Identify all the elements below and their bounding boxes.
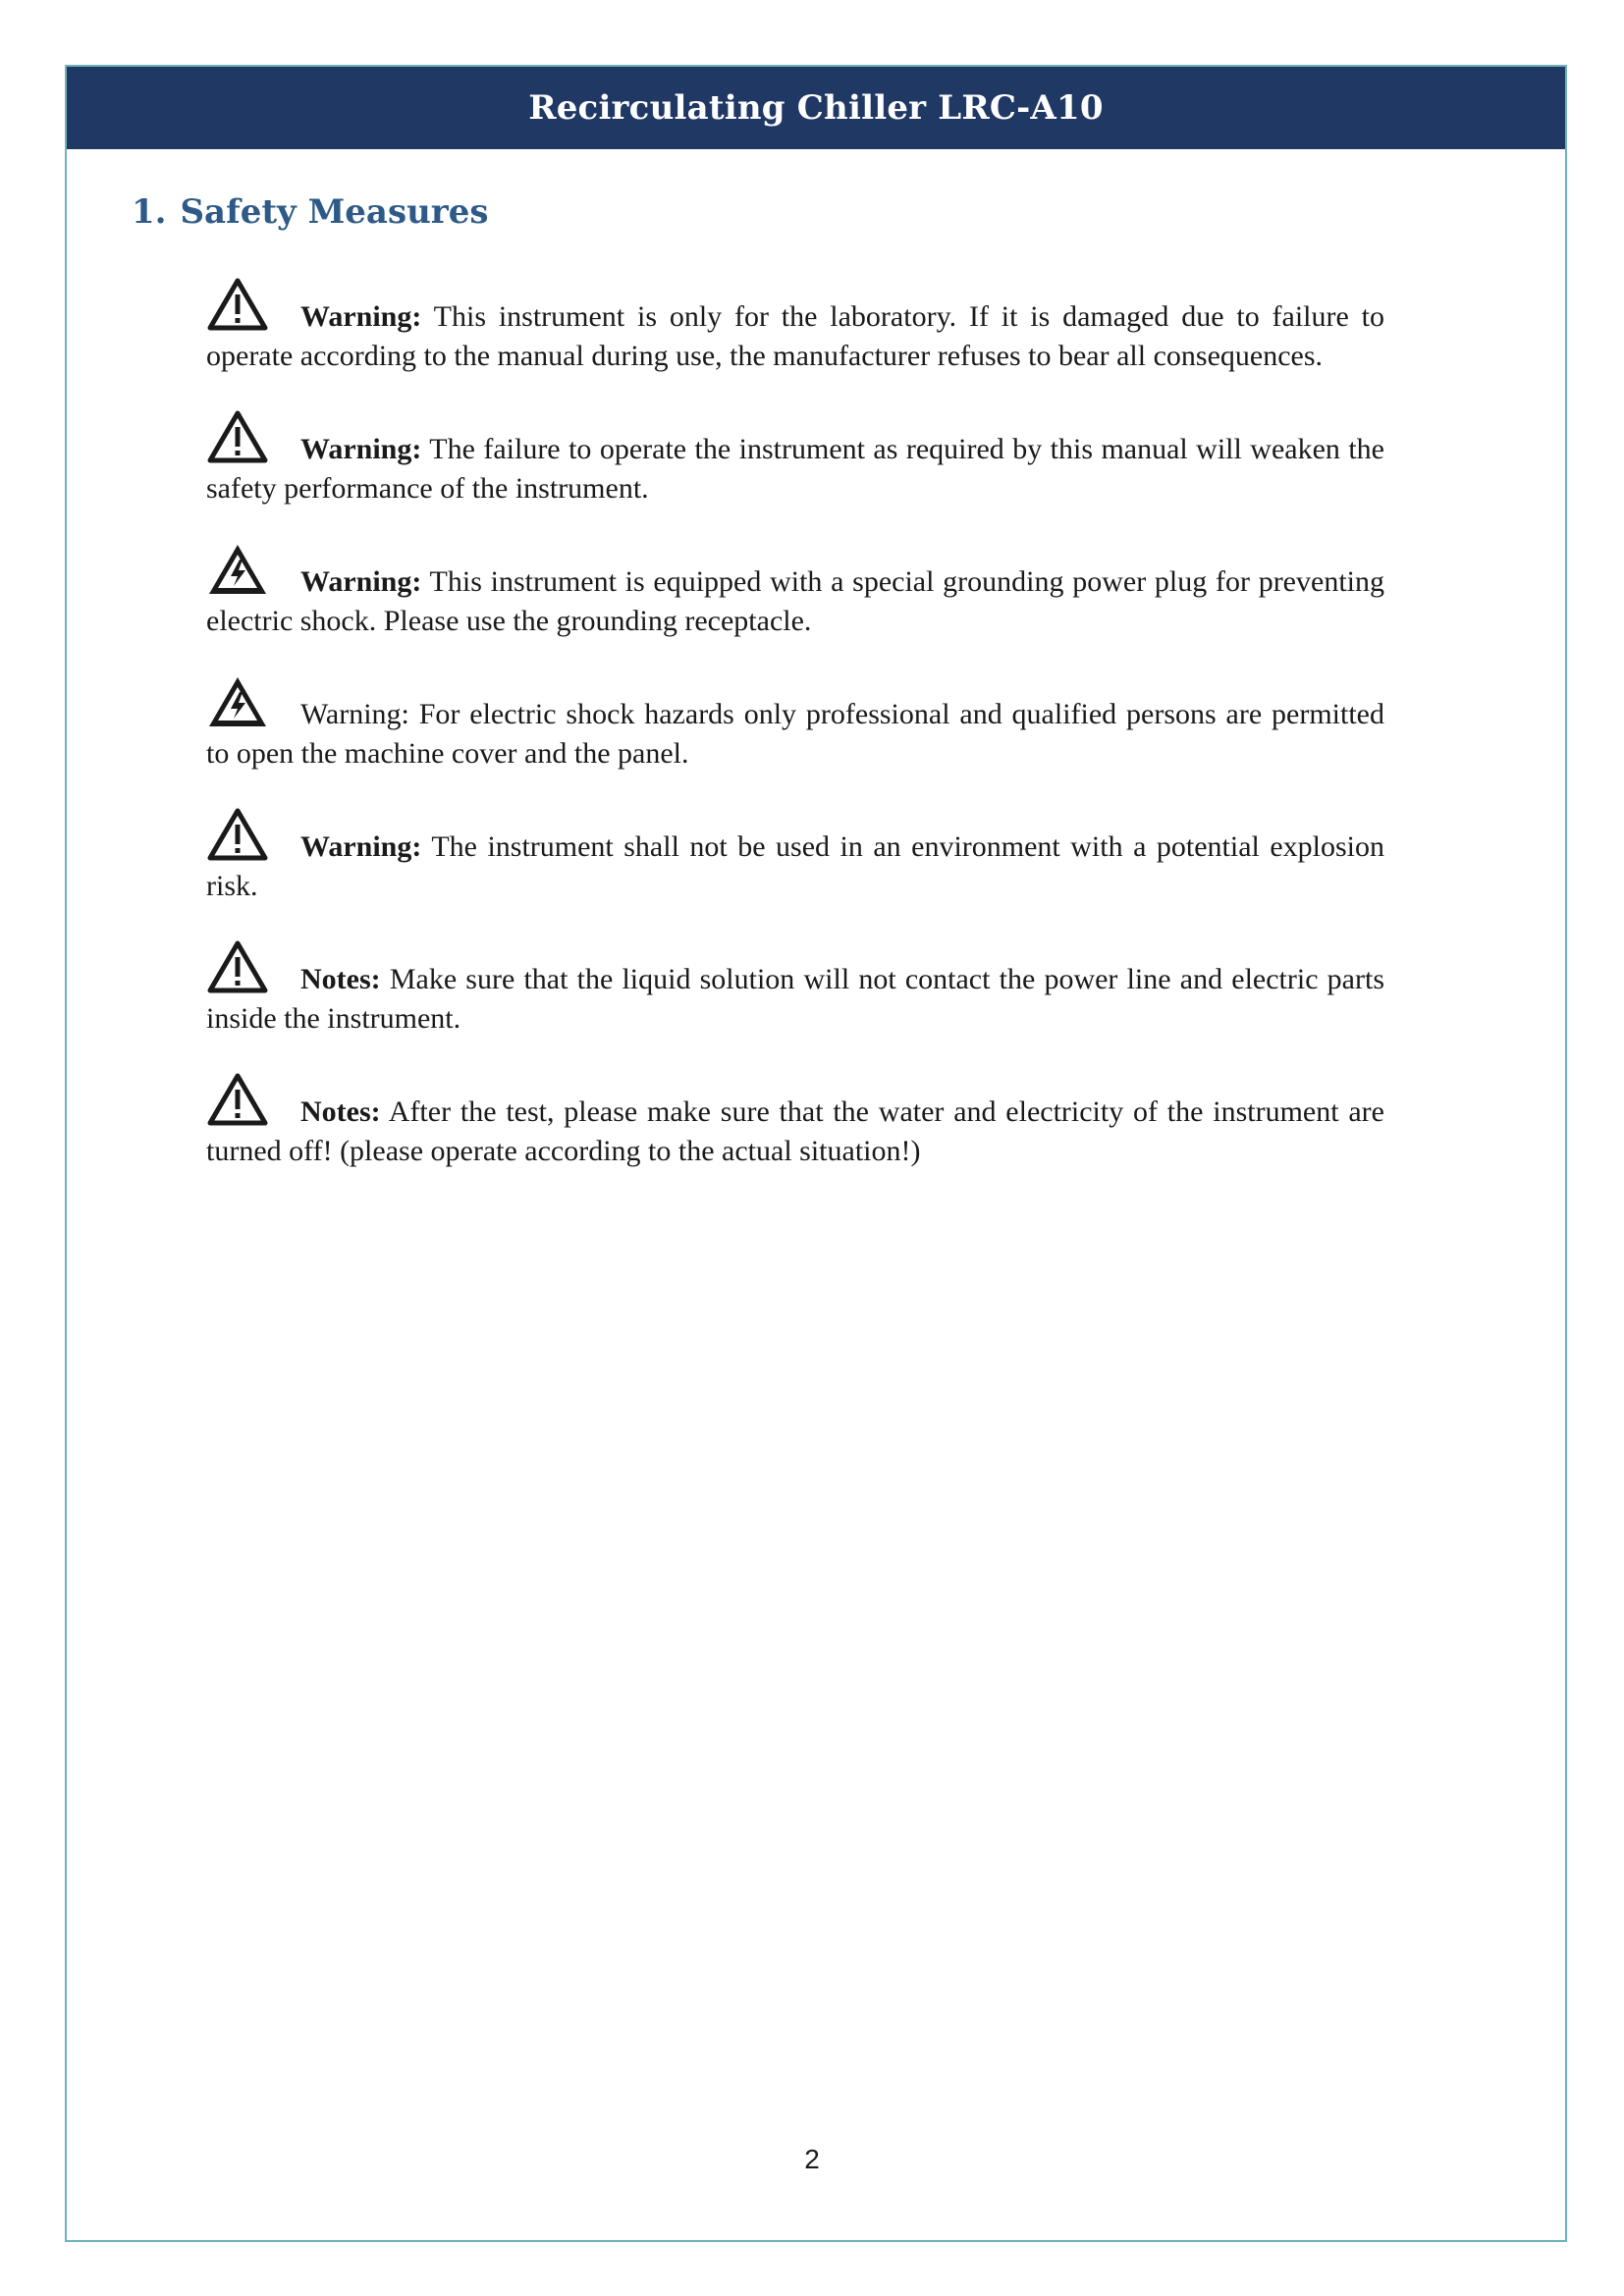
electric-hazard-icon (206, 542, 269, 597)
note-text: The failure to operate the instrument as required by this manual will weaken the safety performance of the instrument. (206, 433, 1384, 505)
note-label: Notes: (300, 1095, 381, 1128)
safety-note (206, 807, 1384, 906)
note-text: For electric shock hazards only professional and qualified persons are permitted to open the machine cover and the panel. (206, 698, 1384, 770)
note-label: Warning: (300, 300, 422, 333)
section-number: 1. (132, 192, 167, 232)
caution-triangle-icon (206, 807, 269, 862)
document-title: Recirculating Chiller LRC-A10 (528, 88, 1104, 128)
note-label: Warning: (300, 565, 422, 598)
caution-triangle-icon (206, 1072, 269, 1127)
note-text: This instrument is only for the laboratory. If it is damaged due to failure to operate according to the manual during use, the manufacturer refuses to bear all consequences. (206, 300, 1384, 372)
safety-notes-list (206, 277, 1384, 1204)
header-bar (67, 67, 1565, 149)
safety-note (206, 409, 1384, 508)
safety-note (206, 674, 1384, 774)
note-label: Notes: (300, 963, 381, 995)
caution-triangle-icon (206, 277, 269, 332)
electric-hazard-icon (206, 674, 269, 729)
safety-note (206, 542, 1384, 641)
section-title: Safety Measures (180, 192, 489, 232)
note-label: Warning: (300, 830, 422, 863)
note-label: Warning: (300, 433, 422, 465)
caution-triangle-icon (206, 409, 269, 464)
caution-triangle-icon (206, 939, 269, 994)
note-text: The instrument shall not be used in an environment with a potential explosion risk. (206, 830, 1384, 902)
section-heading (132, 192, 489, 232)
note-text: After the test, please make sure that the water and electricity of the instrument are turned off! (please operate according to the actual situation!) (206, 1095, 1384, 1167)
safety-note (206, 1072, 1384, 1171)
safety-note (206, 939, 1384, 1039)
note-text: Make sure that the liquid solution will not contact the power line and electric parts inside the instrument. (206, 963, 1384, 1035)
safety-note (206, 277, 1384, 376)
page-number: 2 (804, 2144, 820, 2174)
note-label: Warning: (300, 698, 409, 730)
note-text: This instrument is equipped with a special grounding power plug for preventing electric shock. Please use the grounding receptacle. (206, 565, 1384, 637)
